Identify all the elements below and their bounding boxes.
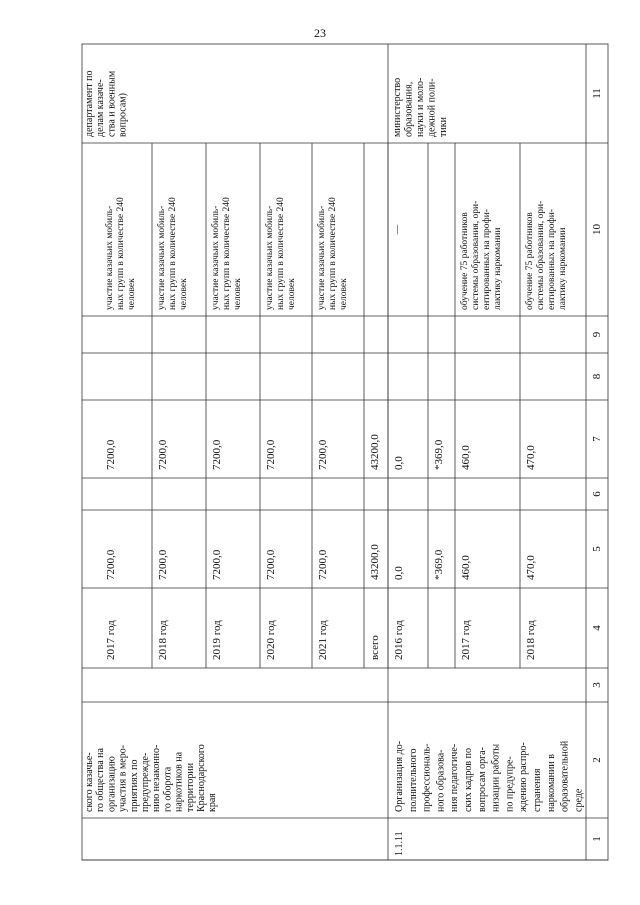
result-text: участие казачьих мобиль- [211,205,221,310]
year-cell: 2019 год [211,620,223,660]
result-text: участие казачьих мобиль- [317,205,327,310]
executor-text: образования, [403,81,415,137]
result-text: человек [233,278,243,310]
sum-cell: 43200,0 [369,544,381,580]
regional-cell: 7200,0 [105,439,117,470]
event-name-text: го общества на [95,748,107,812]
executor-text: департамент по [84,70,95,137]
event-name-text: по предупре- [504,756,516,812]
event-name-text: вопросам орга- [476,747,488,812]
result-text: участие казачьих мобиль- [105,205,115,310]
result-text: ентированных на профи- [547,209,557,310]
event-name-text: края [207,793,219,812]
event-name-text: ских кадров по [463,748,474,812]
executor-text: ства и военным [106,70,118,137]
year-cell: 2017 год [460,620,472,660]
result-text: человек [127,278,137,310]
event-name-text: Краснодарского [196,744,207,812]
column-number: 11 [591,88,603,99]
executor-text: науки и моло- [415,77,426,137]
column-number: 9 [591,331,603,338]
event-name-text: наркотиков на [173,751,185,812]
year-cell: 2017 год [105,620,117,660]
executor-text: дежной поли- [426,78,438,137]
executor-text: вопросам) [117,93,129,137]
result-text: системы образования, ори- [471,200,481,310]
result-text: ных групп в количестве 240 [168,197,178,310]
event-name-text: низации работы [490,743,502,812]
result-text: ных групп в количестве 240 [328,197,338,310]
year-cell: 2020 год [265,620,277,660]
event-name-text: ждению распро- [518,742,530,812]
result-text: обучение 75 работников [460,212,470,310]
column-number: 7 [591,436,603,442]
sum-cell: *369,0 [433,549,445,580]
result-text: — [393,224,403,235]
item-number: 1.1.11 [394,831,405,856]
result-text: участие казачьих мобиль- [157,205,167,310]
executor-text: делам казаче- [95,79,107,137]
column-number: 3 [591,682,603,688]
sum-cell: 470,0 [525,555,537,580]
executor-text: министерство [392,77,403,137]
regional-cell: *369,0 [433,439,445,470]
event-name-text: Организация до- [394,740,405,812]
event-name-text: ного образова- [435,749,447,812]
column-number: 1 [591,836,603,842]
column-number: 8 [591,373,603,380]
year-cell: 2018 год [525,620,537,660]
result-text: ных групп в количестве 240 [276,197,286,310]
regional-cell: 7200,0 [211,439,223,470]
event-name-text: странения [532,768,543,812]
column-number: 10 [591,224,603,235]
column-number: 5 [591,546,603,552]
event-name-text: го оборота [162,766,174,812]
event-name-text: приятиях по [128,759,140,812]
event-name-text: образовательной [559,740,571,812]
sum-cell: 7200,0 [265,549,277,580]
sum-cell: 7200,0 [211,549,223,580]
regional-cell: 460,0 [460,445,472,470]
regional-cell: 0,0 [393,456,405,470]
sum-cell: 7200,0 [157,549,169,580]
regional-cell: 43200,0 [369,434,381,470]
result-text: ентированных на профи- [482,209,492,310]
event-name-text: предупрежде- [140,752,151,812]
regional-cell: 7200,0 [157,439,169,470]
result-text: участие казачьих мобиль- [265,205,275,310]
page-number: 23 [314,26,326,40]
sum-cell: 7200,0 [105,549,117,580]
column-number: 6 [591,491,603,497]
event-name-text: ского казачье- [84,752,95,812]
event-name-text: профессиональ- [421,743,433,812]
regional-cell: 7200,0 [317,439,329,470]
result-text: человек [287,278,297,310]
event-name-text: среде [573,788,585,812]
sum-cell: 0,0 [393,566,405,580]
result-text: человек [339,278,349,310]
result-text: лактику наркомании [493,227,503,310]
sum-cell: 7200,0 [317,549,329,580]
result-text: ных групп в количестве 240 [116,197,126,310]
event-name-text: территории [184,762,196,812]
result-text: человек [179,278,189,310]
result-text: обучение 75 работников [525,212,535,310]
year-cell: 2016 год [393,620,405,660]
event-name-text: наркомании в [545,754,557,812]
regional-cell: 7200,0 [265,439,277,470]
table-text [84,70,603,856]
event-name-text: нию незаконно- [151,744,163,812]
result-text: ных групп в количестве 240 [222,197,232,310]
sum-cell: 460,0 [460,555,472,580]
event-name-text: полнительного [407,748,419,812]
regional-cell: 470,0 [525,445,537,470]
result-text: системы образования, ори- [536,200,546,310]
year-cell: 2018 год [157,620,169,660]
column-number: 2 [591,757,603,763]
event-name-text: ния педагогиче- [449,743,461,812]
executor-text: тики [438,117,449,137]
event-name-text: участия в меро- [117,744,129,812]
year-cell: 2021 год [317,620,329,660]
result-text: лактику наркомании [558,227,568,310]
event-name-text: организацию [106,756,118,812]
column-number: 4 [591,625,603,631]
year-cell: всего [369,635,381,660]
